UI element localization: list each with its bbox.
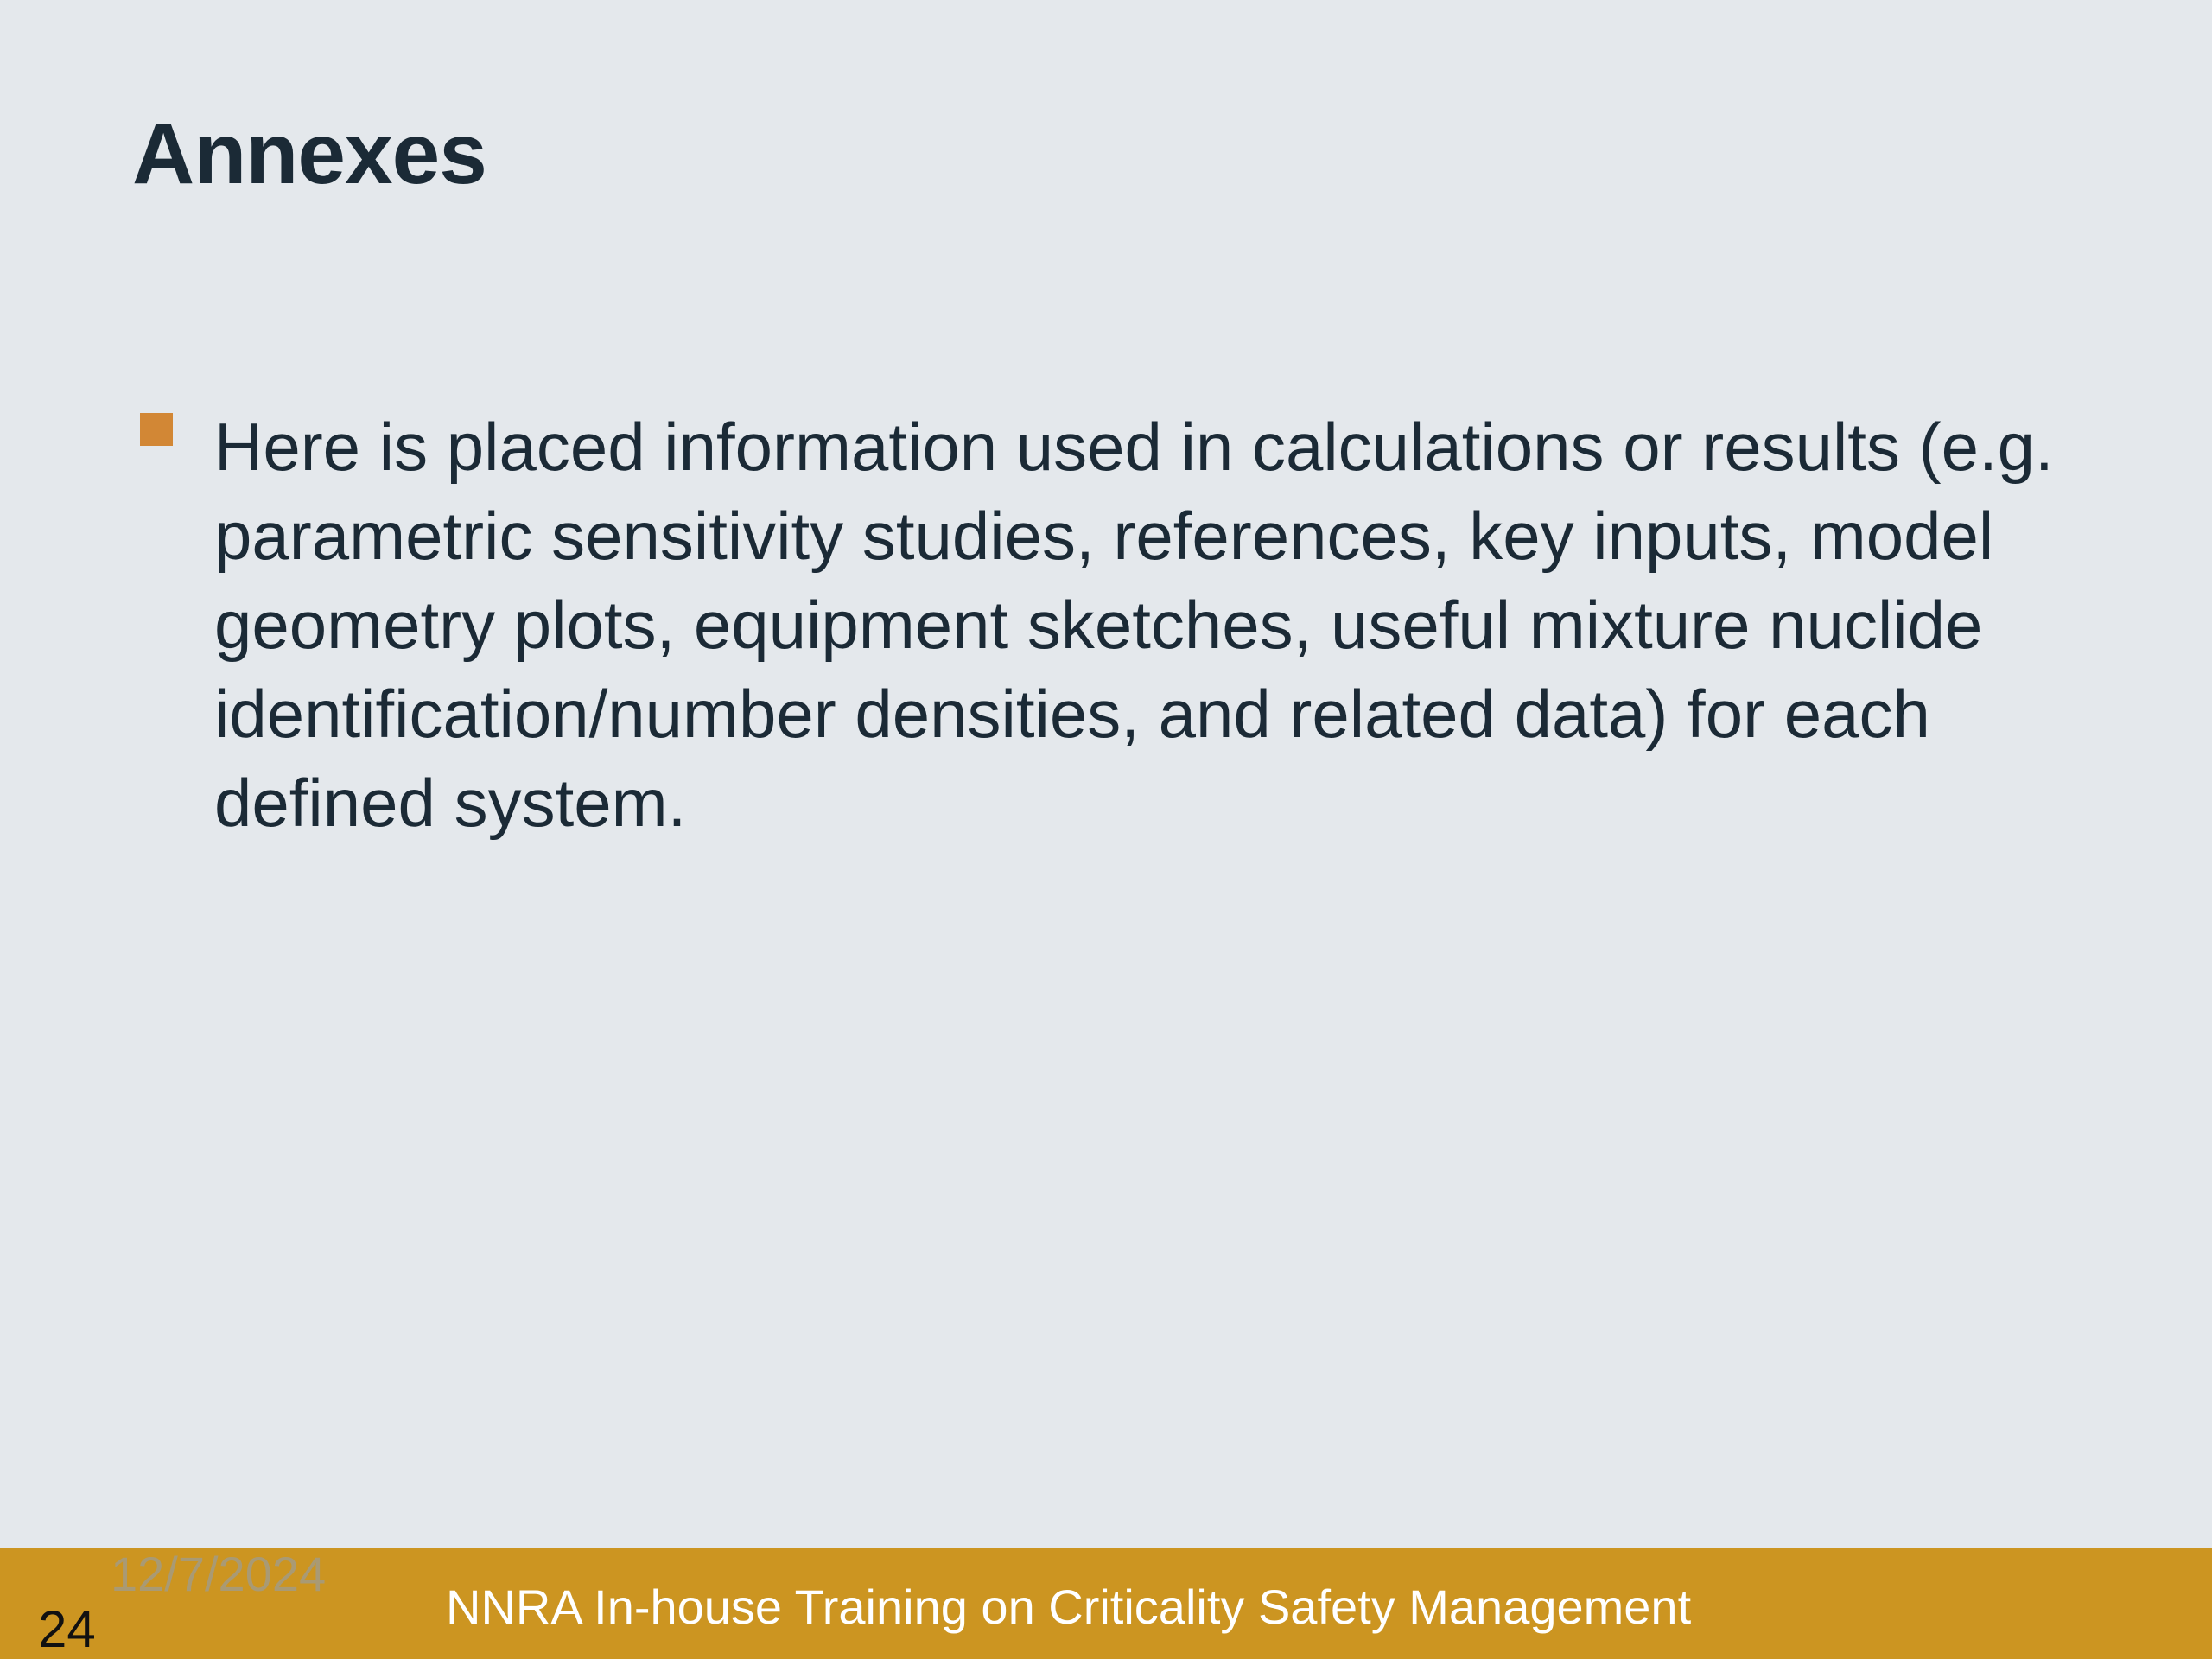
square-bullet-icon <box>140 413 173 446</box>
bullet-list <box>138 403 2091 848</box>
footer-title: NNRA In-house Training on Criticality Safety Management <box>446 1580 1692 1634</box>
bullet-text: Here is placed information used in calculations or results (e.g. parametric sensitivity studies, references, key inputs, model geometry plots, equipment sketches, useful mixture nuclide identification/number densities, and related data) for each defined system. <box>214 409 2054 841</box>
footer-date: 12/7/2024 <box>111 1547 327 1601</box>
slide-title: Annexes <box>132 105 486 202</box>
page-number: 24 <box>38 1600 96 1658</box>
bullet-item <box>138 403 2091 848</box>
